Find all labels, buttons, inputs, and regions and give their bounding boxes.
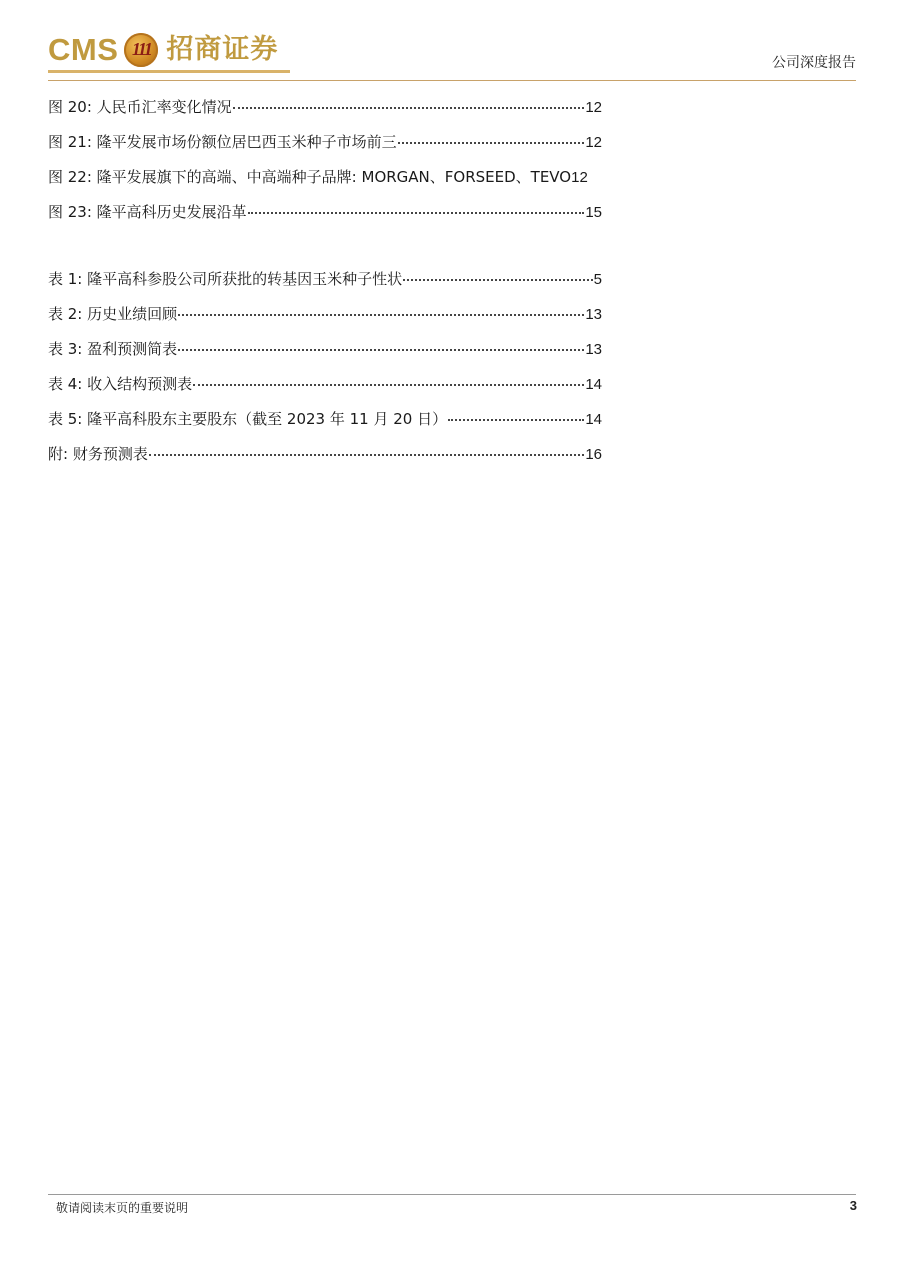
toc-entry-label: 图 21: 隆平发展市场份额位居巴西玉米种子市场前三 xyxy=(48,133,397,151)
toc-leader-dots xyxy=(448,419,584,421)
toc-leader-dots xyxy=(149,454,584,456)
toc-entry-page: 14 xyxy=(585,411,602,428)
logo-latin-text: CMS xyxy=(48,32,119,67)
footer-notice: 敬请阅读末页的重要说明 xyxy=(56,1201,189,1215)
toc-leader-dots xyxy=(233,107,585,109)
toc-entry-table-4[interactable] xyxy=(48,373,602,397)
toc-entry-table-1[interactable] xyxy=(48,268,602,292)
toc-leader-dots xyxy=(178,349,584,351)
footer-divider xyxy=(48,1194,856,1195)
toc-leader-dots xyxy=(403,279,593,281)
toc-entry-label: 图 23: 隆平高科历史发展沿革 xyxy=(48,203,247,221)
toc-entry-page: 13 xyxy=(585,341,602,358)
cms-logo xyxy=(48,30,278,70)
toc-entry-table-2[interactable] xyxy=(48,303,602,327)
toc-leader-dots xyxy=(398,142,585,144)
toc-leader-dots xyxy=(178,314,584,316)
toc-entry-page: 14 xyxy=(585,376,602,393)
toc-entry-label: 表 4: 收入结构预测表 xyxy=(48,375,193,393)
report-type-label: 公司深度报告 xyxy=(772,55,856,71)
toc-entry-table-5[interactable] xyxy=(48,408,602,432)
toc-entry-page: 12 xyxy=(585,134,602,151)
page-number: 3 xyxy=(849,1198,857,1213)
logo-badge-icon xyxy=(124,33,158,67)
toc-leader-dots xyxy=(248,212,585,214)
logo-chinese-text: 招商证券 xyxy=(166,34,279,65)
page-header xyxy=(48,30,856,82)
logo-badge-text: 111 xyxy=(131,39,151,59)
logo-underline xyxy=(48,70,290,73)
toc-entry-figure-22[interactable] xyxy=(48,166,588,190)
toc-entry-label: 表 2: 历史业绩回顾 xyxy=(48,305,178,323)
header-divider xyxy=(48,80,856,81)
toc-entry-label: 图 20: 人民币汇率变化情况 xyxy=(48,98,232,116)
toc-entry-page: 16 xyxy=(585,446,602,463)
toc-entry-figure-20[interactable] xyxy=(48,96,602,120)
toc-entry-page: 5 xyxy=(593,271,602,288)
toc-entry-label: 表 1: 隆平高科参股公司所获批的转基因玉米种子性状 xyxy=(48,270,403,288)
toc-entry-page: 12 xyxy=(571,169,588,186)
toc-leader-dots xyxy=(193,384,584,386)
toc-entry-label: 表 5: 隆平高科股东主要股东（截至 2023 年 11 月 20 日） xyxy=(48,410,448,428)
toc-entry-page: 15 xyxy=(585,204,602,221)
toc-entry-figure-21[interactable] xyxy=(48,131,602,155)
toc-entry-appendix[interactable] xyxy=(48,443,602,467)
toc-entry-page: 12 xyxy=(585,99,602,116)
toc-entry-label: 附: 财务预测表 xyxy=(48,445,148,463)
toc-entry-label: 图 22: 隆平发展旗下的高端、中高端种子品牌: MORGAN、FORSEED、TEVO xyxy=(48,168,572,186)
toc-entry-page: 13 xyxy=(585,306,602,323)
toc-entry-figure-23[interactable] xyxy=(48,201,602,225)
toc-entry-label: 表 3: 盈利预测简表 xyxy=(48,340,178,358)
toc-entry-table-3[interactable] xyxy=(48,338,602,362)
